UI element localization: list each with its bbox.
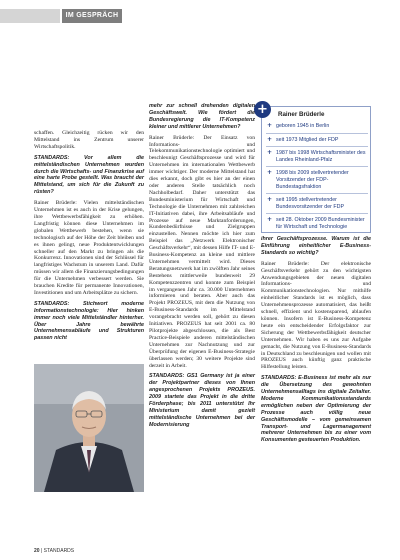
footer-section: STANDARDS bbox=[43, 548, 75, 554]
interview-answer: Rainer Brüderle: Der elektronische Geschäftsverkehr gehört zu den wichtigsten Anwendungsgebieten der neuen digitalen Informations- und Kommunikationstechnologien. Nur mithilfe einheitlicher Standards ist es möglich, dass Unternehmensprozesse automatisiert, das heißt schnell, effizient und kostensparend, ablaufen können. Insofern ist E-Business-Kompetenz heute ein entscheidender Erfolgsfaktor zur Sicherung der Wettbewerbsfähigkeit deutscher Unternehmen. Wir haben es uns zur Aufgabe gemacht, die Nutzung von E-Business-Standards in Deutschland zu beschleunigen und wollen mit PROZEUS auch künftig ganz praktische Hilfestellung leisten. bbox=[261, 260, 371, 371]
plus-bullet-icon: + bbox=[267, 216, 273, 224]
paragraph: schaffen. Gleichzeitig rücken wir den Mittelstand ins Zentrum unserer Wirtschaftspolitik. bbox=[34, 130, 144, 150]
interview-question: mehr zur schnell drehenden digitalen Geschäftswelt. Wie fördert die Bundesregierung die IT-Kompetenz kleiner und mittlerer Unternehmen? bbox=[149, 103, 255, 130]
interview-question: ihrer Geschäftsprozesse. Warum ist die Einführung einheitlicher E-Business-Standards so wichtig? bbox=[261, 236, 371, 256]
profile-fact: + 1987 bis 1998 Wirtschaftsminister des Landes Rheinland-Pfalz bbox=[266, 150, 368, 167]
page-footer bbox=[34, 548, 74, 554]
column-1 bbox=[34, 130, 144, 346]
portrait-photo bbox=[34, 364, 144, 492]
plus-bullet-icon: + bbox=[267, 122, 273, 129]
profile-fact: + seit 1995 stellvertretender Bundesvorsitzender der FDP bbox=[266, 197, 368, 214]
interview-question: STANDARDS: Stichwort moderne Informationstechnologie: Hier hinken immer noch viele Mittelständler hinterher. Über Jahre bewährte Unternehmensabläufe und Strukturen passen nicht bbox=[34, 300, 144, 342]
interview-answer: Rainer Brüderle: Vielen mittelständischen Unternehmen ist es auch in der Krise gelungen, ihre Wettbewerbsfähigkeit zu erhöhen. Langfristig können diese Unternehmen im globalen Wettbewerb bestehen, wenn sie technologisch auf der Höhe der Zeit bleiben und es ihnen gelingt, neue Produktentwicklungen schneller auf den Markt zu bringen als die Konkurrenz. Innovationen sind der Schlüssel für langfristiges Wachstum in unserem Land. Dafür müssen wir allem die Finanzierungsbedingungen für die Unternehmen verbessert werden. Sie brauchen Kredite für permanente Innovationen, Investitionen und um Arbeitsplätze zu sichern. bbox=[34, 200, 144, 296]
plus-bullet-icon: + bbox=[267, 169, 273, 177]
interview-question: STANDARDS: Vor allem die mittelständischen Unternehmen wurden durch die Wirtschafts- und Finanzkrise auf eine harte Probe gestellt. Was braucht der Mittelstand, um sich für die Zukunft zu rüsten? bbox=[34, 154, 144, 196]
interview-answer: Rainer Brüderle: Der Einsatz von Informations- und Telekommunikationstechnologie optimiert und beschleunigt Geschäftsprozesse und wird für Unternehmen im internationalen Wettbewerb immer wichtiger. Der moderne Mittelstand hat dies erkannt, doch gibt es hier an der einen oder anderen Stelle tatsächlich noch Nachholbedarf. Daher unterstützt das Bundesministerium für Wirtschaft und Technologie die Unternehmen mit zahlreichen IT-Initiativen dabei, ihre Arbeitsabläufe und Prozesse auf neue Marktanforderungen, Kundenbedürfnisse und Zielgruppen einzustellen. Nennen möchte ich hier zum Beispiel das „Netzwerk Elektronischer Geschäftsverkehr“, mit dessen Hilfe IT- und E-Business-Kompetenz an kleine und mittlere Unternehmen vermittelt wird. Dieses Beratungsnetzwerk hat im zwölften Jahr seines Bestehens mittlerweile bundesweit 29 Kompetenzzentren und konnte zum Beispiel im vergangenen Jahr ca. 30.000 Unternehmen informieren und beraten. Aber auch das Projekt PROZEUS, mit dem die Nutzung von E-Business-Standards im Mittelstand vorangebracht werden soll, gehört zu diesen Initiativen. PROZEUS hat seit 2001 ca. 80 Pilotprojekte abgeschlossen, die als Best Practice-Beispiele anderen mittelständischen Unternehmen zur Nachnutzung und zur Überprüfung der eigenen E-Business-Strategie überlassen werden; 30 weitere Projekte sind derzeit in Arbeit. bbox=[149, 134, 255, 369]
profile-box bbox=[257, 102, 371, 233]
header-gray-bar bbox=[0, 9, 60, 23]
section-header bbox=[0, 0, 400, 26]
plus-bullet-icon: + bbox=[267, 135, 273, 143]
portrait-illustration bbox=[34, 364, 144, 492]
plus-bullet-icon: + bbox=[267, 196, 273, 204]
profile-facts bbox=[266, 123, 368, 237]
plus-icon: + bbox=[254, 101, 271, 118]
column-2 bbox=[149, 103, 255, 433]
section-label: IM GESPRÄCH bbox=[62, 9, 122, 23]
profile-fact: + seit 28. Oktober 2009 Bundesminister für Wirtschaft und Technologie bbox=[267, 216, 365, 230]
interview-question: STANDARDS: E-Business ist mehr als nur die Übersetzung des gewohnten Unternehmensalltags ins digitale Zeitalter. Moderne Kommunikationsstandards ermöglichen neben der Optimierung der Prozesse auch völlig neue Geschäftsmodelle – vom gemeinsamen Transport- und Lagermanagement mehrerer Unternehmen bis zu einer vom Konsumenten gesteuerten Produktion. bbox=[261, 375, 371, 444]
profile-fact: + seit 1973 Mitglied der FDP bbox=[266, 137, 368, 148]
column-3 bbox=[261, 236, 371, 448]
plus-bullet-icon: + bbox=[267, 149, 273, 157]
footer-separator: | bbox=[40, 548, 43, 554]
profile-fact: + 1998 bis 2009 stellvertretender Vorsitzender der FDP-Bundestagsfraktion bbox=[266, 170, 368, 194]
profile-name: Rainer Brüderle bbox=[278, 111, 325, 118]
page-number: 20 bbox=[34, 548, 40, 554]
interview-question: STANDARDS: GS1 Germany ist ja einer der Projektpartner dieses von Ihnen angesprochenen Projekts PROZEUS. 2009 startete das Projekt in die dritte Förderphase; bis 2011 unterstützt Ihr Ministerium damit gezielt mittelständische Unternehmen bei der Modernisierung bbox=[149, 373, 255, 428]
profile-fact: + geboren 1945 in Berlin bbox=[266, 123, 368, 134]
